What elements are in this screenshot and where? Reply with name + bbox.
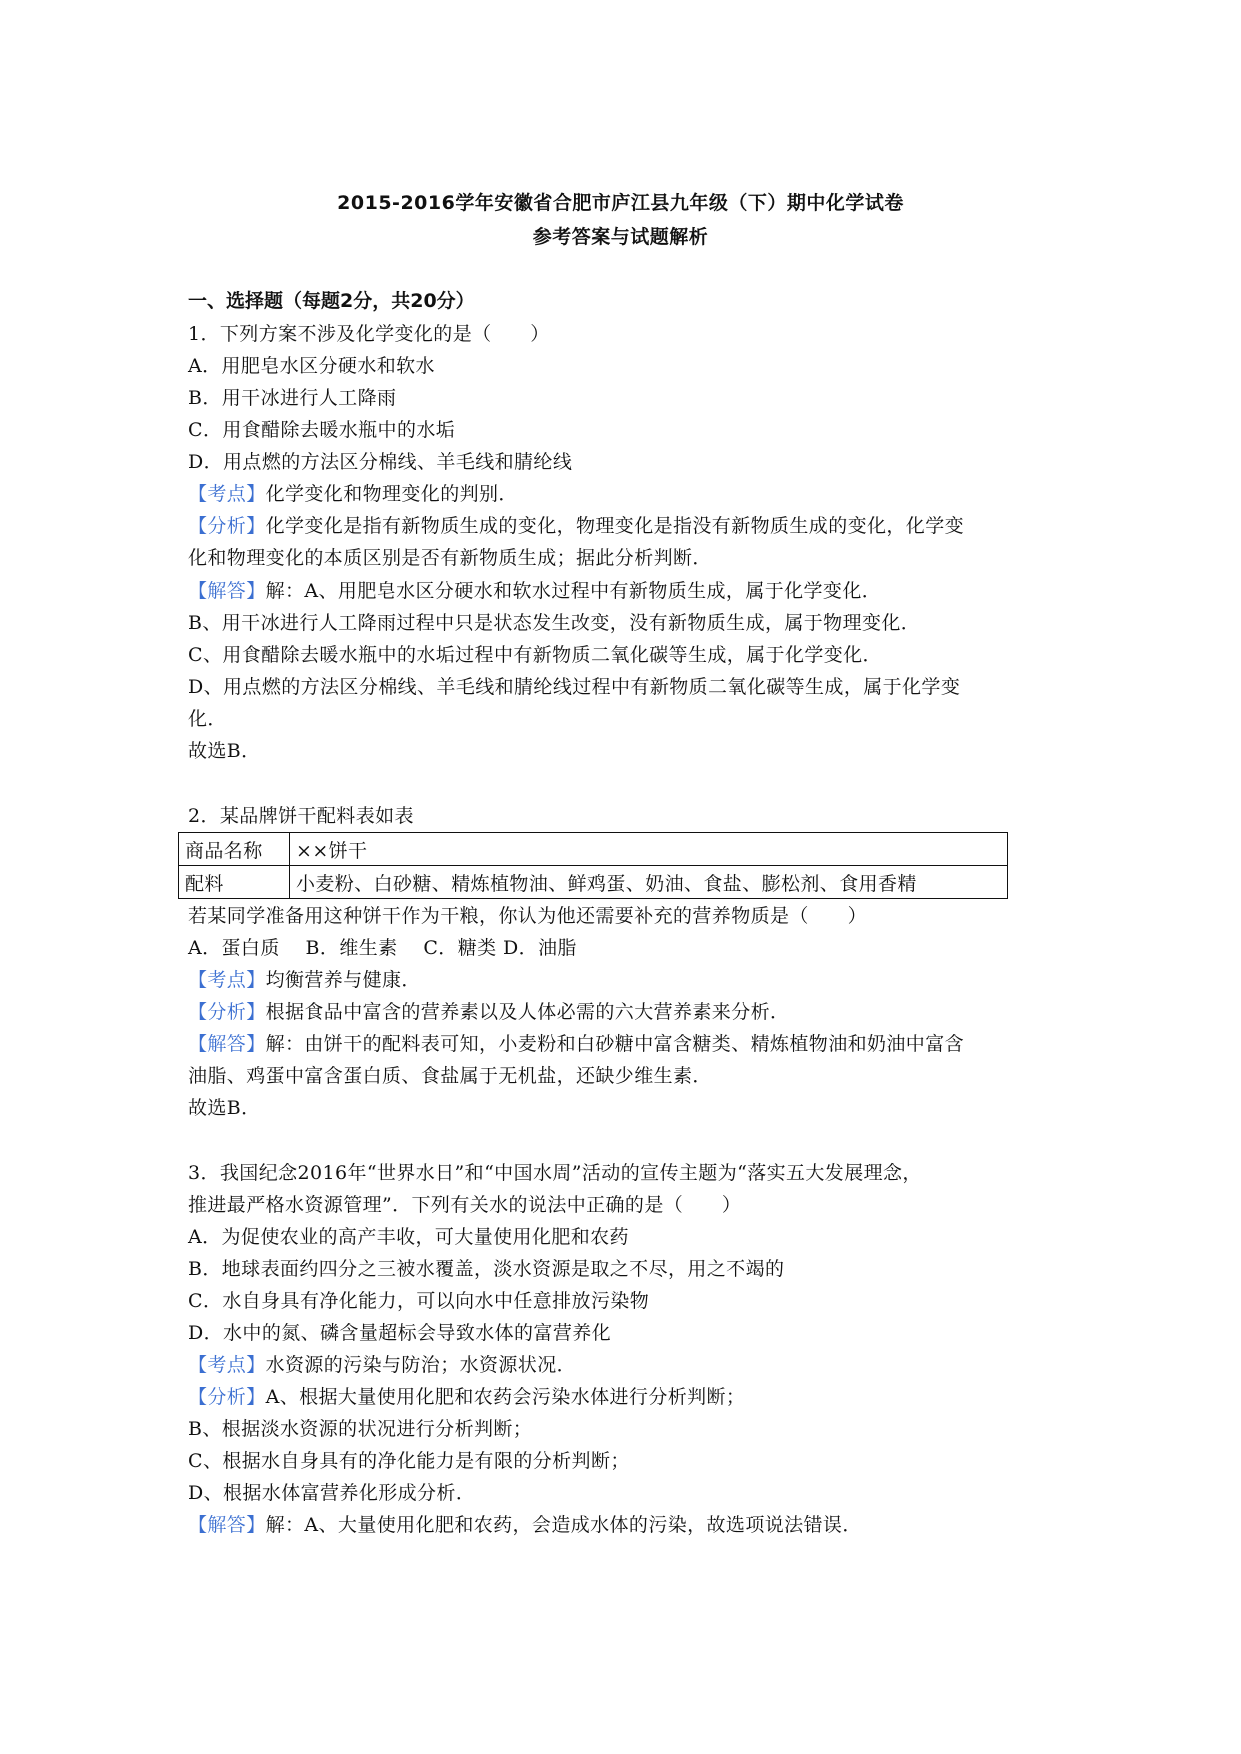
q1-jieda-c: C、用食醋除去暖水瓶中的水垢过程中有新物质二氧化碳等生成，属于化学变化． [188, 644, 882, 666]
q2-jieda-text: 解：由饼干的配料表可知，小麦粉和白砂糖中富含糖类、精炼植物油和奶油中富含 [265, 1033, 965, 1055]
jieda-tag: 【解答】 [188, 1514, 266, 1536]
q1-jieda-d: D、用点燃的方法区分棉线、羊毛线和腈纶线过程中有新物质二氧化碳等生成，属于化学变 [188, 676, 961, 698]
q1-jieda-d-cont: 化． [188, 708, 227, 730]
q2-jieda-cont: 油脂、鸡蛋中富含蛋白质、食盐属于无机盐，还缺少维生素． [188, 1065, 712, 1087]
q3-fenxi-d: D、根据水体富营养化形成分析． [188, 1482, 476, 1504]
q3-option-d: D．水中的氮、磷含量超标会导致水体的富营养化 [188, 1322, 612, 1344]
q3-fenxi-text: A、根据大量使用化肥和农药会污染水体进行分析判断； [265, 1386, 746, 1408]
q3-jieda [188, 1510, 862, 1537]
q3-stem: 3．我国纪念2016年“世界水日”和“中国水周”活动的宣传主题为“落实五大发展理念， [188, 1162, 922, 1184]
jieda-tag: 【解答】 [188, 580, 266, 602]
q2-kaodian-text: 均衡营养与健康． [265, 969, 421, 991]
q1-answer: 故选B． [188, 740, 261, 762]
table-cell: 小麦粉、白砂糖、精炼植物油、鲜鸡蛋、奶油、食盐、膨松剂、食用香精 [290, 866, 1008, 899]
q2-question: 若某同学准备用这种饼干作为干粮，你认为他还需要补充的营养物质是（ ） [188, 905, 868, 927]
q3-option-a: A．为促使农业的高产丰收，可大量使用化肥和农药 [188, 1226, 629, 1248]
q3-fenxi-c: C、根据水自身具有的净化能力是有限的分析判断； [188, 1450, 630, 1472]
table-cell: ××饼干 [290, 833, 1008, 866]
q1-option-b: B．用干冰进行人工降雨 [188, 387, 397, 409]
ingredient-table [178, 832, 1008, 899]
q1-jieda [188, 576, 881, 603]
q3-option-c: C．水自身具有净化能力，可以向水中任意排放污染物 [188, 1290, 650, 1312]
kaodian-tag: 【考点】 [188, 1354, 266, 1376]
q1-option-d: D．用点燃的方法区分棉线、羊毛线和腈纶线 [188, 451, 573, 473]
page-subtitle: 参考答案与试题解析 [532, 226, 709, 248]
fenxi-tag: 【分析】 [188, 1386, 266, 1408]
fenxi-tag: 【分析】 [188, 515, 266, 537]
q2-answer: 故选B． [188, 1097, 261, 1119]
q2-stem: 2．某品牌饼干配料表如表 [188, 805, 414, 827]
q2-options: A．蛋白质 B．维生素 C．糖类 D．油脂 [188, 937, 577, 959]
q1-option-a: A．用肥皂水区分硬水和软水 [188, 355, 435, 377]
table-cell: 配料 [179, 866, 290, 899]
q1-option-c: C．用食醋除去暖水瓶中的水垢 [188, 419, 456, 441]
q3-kaodian [188, 1350, 576, 1377]
fenxi-tag: 【分析】 [188, 1001, 266, 1023]
q1-kaodian [188, 479, 518, 506]
q3-jieda-text: 解：A、大量使用化肥和农药，会造成水体的污染，故选项说法错误． [265, 1514, 862, 1536]
q2-jieda [188, 1029, 964, 1056]
jieda-tag: 【解答】 [188, 1033, 266, 1055]
q3-fenxi-b: B、根据淡水资源的状况进行分析判断； [188, 1418, 533, 1440]
q3-fenxi [188, 1382, 745, 1409]
kaodian-tag: 【考点】 [188, 483, 266, 505]
q1-jieda-text: 解：A、用肥皂水区分硬水和软水过程中有新物质生成，属于化学变化． [265, 580, 882, 602]
page-title: 2015-2016学年安徽省合肥市庐江县九年级（下）期中化学试卷 [337, 192, 904, 214]
q1-fenxi-cont: 化和物理变化的本质区别是否有新物质生成；据此分析判断． [188, 547, 712, 569]
q1-jieda-b: B、用干冰进行人工降雨过程中只是状态发生改变，没有新物质生成，属于物理变化． [188, 612, 921, 634]
q2-fenxi-text: 根据食品中富含的营养素以及人体必需的六大营养素来分析． [265, 1001, 790, 1023]
table-cell: 商品名称 [179, 833, 290, 866]
q1-fenxi-text: 化学变化是指有新物质生成的变化，物理变化是指没有新物质生成的变化，化学变 [265, 515, 965, 537]
q3-option-b: B．地球表面约四分之三被水覆盖，淡水资源是取之不尽，用之不竭的 [188, 1258, 785, 1280]
section-heading: 一、选择题（每题2分，共20分） [188, 290, 475, 312]
table-row [179, 833, 1008, 866]
q2-kaodian [188, 965, 421, 992]
kaodian-tag: 【考点】 [188, 969, 266, 991]
q1-kaodian-text: 化学变化和物理变化的判别． [265, 483, 518, 505]
q1-fenxi [188, 511, 964, 538]
q3-kaodian-text: 水资源的污染与防治；水资源状况． [265, 1354, 577, 1376]
q3-stem-cont: 推进最严格水资源管理”．下列有关水的说法中正确的是（ ） [188, 1194, 742, 1216]
q2-fenxi [188, 997, 789, 1024]
table-row [179, 866, 1008, 899]
q1-stem: 1．下列方案不涉及化学变化的是（ ） [188, 323, 550, 345]
